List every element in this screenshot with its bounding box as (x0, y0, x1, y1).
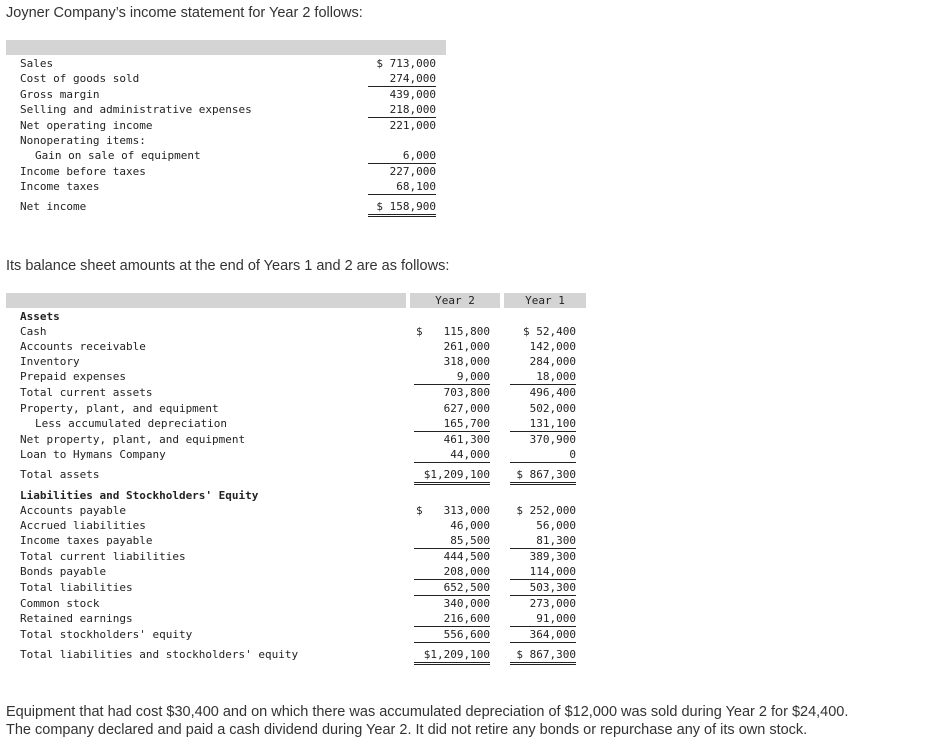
is-amount-sga: 218,000 (368, 102, 436, 118)
bs-y1-cash: $ 52,400 (523, 325, 576, 338)
bs-y1-ar: 142,000 (529, 340, 576, 353)
bs-y2-total-current-liabilities: 444,500 (443, 550, 490, 563)
bs-label-accrued: Accrued liabilities (20, 519, 146, 532)
bs-y1-bonds: 114,000 (510, 564, 576, 580)
is-label-nonoperating: Nonoperating items: (20, 134, 146, 147)
bs-y1-total-current-liabilities: 389,300 (529, 550, 576, 563)
bs-y2-total-current-assets: 703,800 (443, 386, 490, 399)
is-amount-income-taxes: 68,100 (368, 179, 436, 195)
footer-line-2: The company declared and paid a cash dividend during Year 2. It did not retire any bonds or repurchase any of its own stock. (6, 722, 808, 738)
footer-line-1: Equipment that had cost $30,400 and on which there was accumulated depreciation of $12,000 was sold during Year 2 for $24,400. (6, 704, 849, 720)
bs-y2-bonds: 208,000 (414, 564, 490, 580)
balance-sheet (6, 293, 586, 679)
bs-y1-total-liab-equity: $ 867,300 (510, 647, 576, 665)
bs-label-bonds: Bonds payable (20, 565, 107, 578)
col-header-year1: Year 1 (504, 293, 586, 308)
bs-label-total-liabilities: Total liabilities (20, 581, 133, 594)
is-amount-sales: $ 713,000 (376, 57, 436, 70)
is-amount-income-before-taxes: 227,000 (389, 165, 436, 178)
bs-y1-retained-earnings: 91,000 (510, 611, 576, 627)
is-amount-gain-on-sale: 6,000 (368, 148, 436, 164)
is-label-income-taxes: Income taxes (20, 180, 100, 193)
is-label-income-before-taxes: Income before taxes (20, 165, 146, 178)
income-statement (6, 40, 446, 230)
assets-heading: Assets (20, 310, 60, 323)
is-amount-net-operating-income: 221,000 (389, 119, 436, 132)
bs-label-ap: Accounts payable (20, 504, 126, 517)
is-amount-net-income: $ 158,900 (368, 199, 436, 217)
bs-y2-total-equity: 556,600 (414, 627, 490, 643)
bs-y2-ar: 261,000 (443, 340, 490, 353)
bs-y1-accum-dep: 131,100 (510, 416, 576, 432)
is-label-net-operating-income: Net operating income (20, 119, 153, 132)
bs-y2-total-assets: $1,209,100 (414, 467, 490, 485)
bs-y2-ap: 313,000 (443, 504, 490, 517)
bs-y1-income-taxes-payable: 81,300 (510, 533, 576, 549)
is-label-cogs: Cost of goods sold (20, 72, 140, 85)
is-amount-gross-margin: 439,000 (389, 88, 436, 101)
bs-y1-total-equity: 364,000 (510, 627, 576, 643)
bs-y2-ppe: 627,000 (443, 402, 490, 415)
is-label-sales: Sales (20, 57, 54, 70)
is-label-gross-margin: Gross margin (20, 88, 100, 101)
intro-text: Joyner Company’s income statement for Year 2 follows: (6, 5, 363, 21)
col-header-year2: Year 2 (410, 293, 500, 308)
bs-label-common-stock: Common stock (20, 597, 100, 610)
bs-y2-common-stock: 340,000 (443, 597, 490, 610)
bs-label-cash: Cash (20, 325, 47, 338)
bs-y1-total-current-assets: 496,400 (529, 386, 576, 399)
income-header-band (6, 40, 446, 55)
bs-y1-prepaid: 18,000 (510, 369, 576, 385)
balance-header-band (6, 293, 406, 308)
bs-y2-retained-earnings: 216,600 (414, 611, 490, 627)
bs-y2-inventory: 318,000 (443, 355, 490, 368)
bs-dollar-ap-y2: $ (416, 504, 423, 517)
bs-y2-net-ppe: 461,300 (443, 433, 490, 446)
bs-label-ar: Accounts receivable (20, 340, 146, 353)
bs-label-loan: Loan to Hymans Company (20, 448, 166, 461)
bs-label-net-ppe: Net property, plant, and equipment (20, 433, 246, 446)
bs-y2-income-taxes-payable: 85,500 (414, 533, 490, 549)
bs-dollar-cash-y2: $ (416, 325, 423, 338)
bs-y2-total-liab-equity: $1,209,100 (414, 647, 490, 665)
bs-y2-loan: 44,000 (414, 447, 490, 463)
bs-label-income-taxes-payable: Income taxes payable (20, 534, 153, 547)
bs-label-total-current-assets: Total current assets (20, 386, 153, 399)
bs-label-total-current-liabilities: Total current liabilities (20, 550, 186, 563)
bs-y2-total-liabilities: 652,500 (414, 580, 490, 596)
bs-label-inventory: Inventory (20, 355, 80, 368)
bs-y1-ppe: 502,000 (529, 402, 576, 415)
bs-y1-loan: 0 (510, 447, 576, 463)
liabilities-heading: Liabilities and Stockholders' Equity (20, 489, 259, 502)
bs-y2-accum-dep: 165,700 (414, 416, 490, 432)
bs-label-total-assets: Total assets (20, 468, 100, 481)
bs-y2-cash: 115,800 (443, 325, 490, 338)
bs-y1-total-liabilities: 503,300 (510, 580, 576, 596)
bs-y1-common-stock: 273,000 (529, 597, 576, 610)
bs-y2-prepaid: 9,000 (414, 369, 490, 385)
bs-label-accum-dep: Less accumulated depreciation (35, 417, 228, 430)
bs-y1-net-ppe: 370,900 (529, 433, 576, 446)
bs-label-total-equity: Total stockholders' equity (20, 628, 193, 641)
bs-label-retained-earnings: Retained earnings (20, 612, 133, 625)
bs-y1-accrued: 56,000 (536, 519, 576, 532)
bs-y1-ap: $ 252,000 (516, 504, 576, 517)
is-amount-cogs: 274,000 (368, 71, 436, 87)
is-label-gain-on-sale: Gain on sale of equipment (35, 149, 201, 162)
is-label-sga: Selling and administrative expenses (20, 103, 252, 116)
bs-y1-total-assets: $ 867,300 (510, 467, 576, 485)
bs-label-total-liab-equity: Total liabilities and stockholders' equity (20, 648, 299, 661)
bs-y1-inventory: 284,000 (529, 355, 576, 368)
is-label-net-income: Net income (20, 200, 87, 213)
bs-label-ppe: Property, plant, and equipment (20, 402, 219, 415)
bs-label-prepaid: Prepaid expenses (20, 370, 126, 383)
bs-y2-accrued: 46,000 (450, 519, 490, 532)
balance-intro-text: Its balance sheet amounts at the end of Years 1 and 2 are as follows: (6, 258, 450, 274)
